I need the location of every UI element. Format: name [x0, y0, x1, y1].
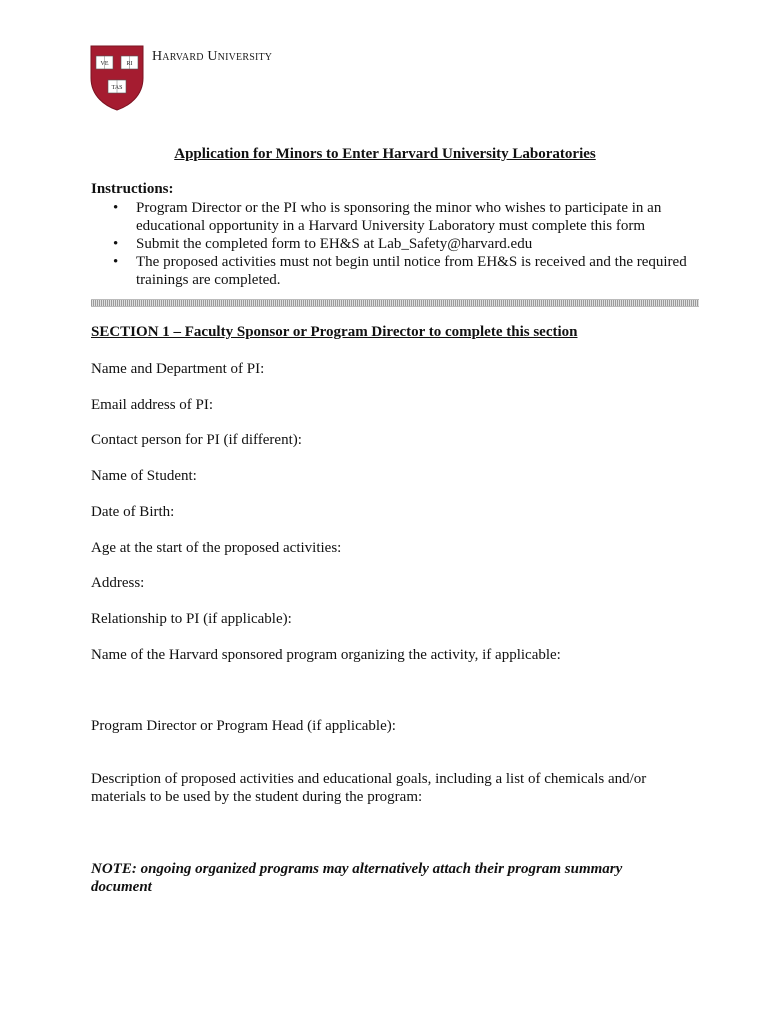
field-email-pi: Email address of PI:	[91, 397, 214, 413]
harvard-shield-logo	[89, 44, 145, 112]
field-contact-person: Contact person for PI (if different):	[91, 432, 302, 448]
instructions-heading: Instructions:	[91, 181, 174, 197]
field-relationship: Relationship to PI (if applicable):	[91, 611, 292, 627]
field-student-name: Name of Student:	[91, 468, 197, 484]
section-divider	[91, 299, 699, 307]
instruction-item: • The proposed activities must not begin until notice from EH&S is received and the required trainings are completed.	[91, 253, 701, 289]
university-name: Harvard University	[152, 49, 273, 64]
shield-text-tas: TAS	[111, 85, 123, 91]
section-1-heading: SECTION 1 – Faculty Sponsor or Program Director to complete this section	[91, 324, 578, 340]
instructions-block	[91, 180, 701, 289]
field-age: Age at the start of the proposed activities:	[91, 540, 342, 556]
field-program-director: Program Director or Program Head (if applicable):	[91, 718, 396, 734]
field-program-name: Name of the Harvard sponsored program organizing the activity, if applicable:	[91, 647, 561, 663]
instruction-item: • Submit the completed form to EH&S at Lab_Safety@harvard.edu	[91, 235, 701, 253]
field-name-department-pi: Name and Department of PI:	[91, 361, 265, 377]
field-address: Address:	[91, 575, 145, 591]
field-date-of-birth: Date of Birth:	[91, 504, 175, 520]
instruction-item: • Program Director or the PI who is sponsoring the minor who wishes to participate in an educational opportunity in a Harvard University Laboratory must complete this form	[91, 199, 701, 235]
shield-text-ve: VE	[100, 61, 109, 67]
instructions-list	[91, 199, 701, 289]
document-title: Application for Minors to Enter Harvard University Laboratories	[174, 146, 596, 162]
program-note: NOTE: ongoing organized programs may alternatively attach their program summary document	[91, 861, 623, 895]
shield-text-ri: RI	[126, 61, 133, 67]
field-activity-description: Description of proposed activities and educational goals, including a list of chemicals and/or materials to be used by the student during the program:	[91, 771, 647, 805]
